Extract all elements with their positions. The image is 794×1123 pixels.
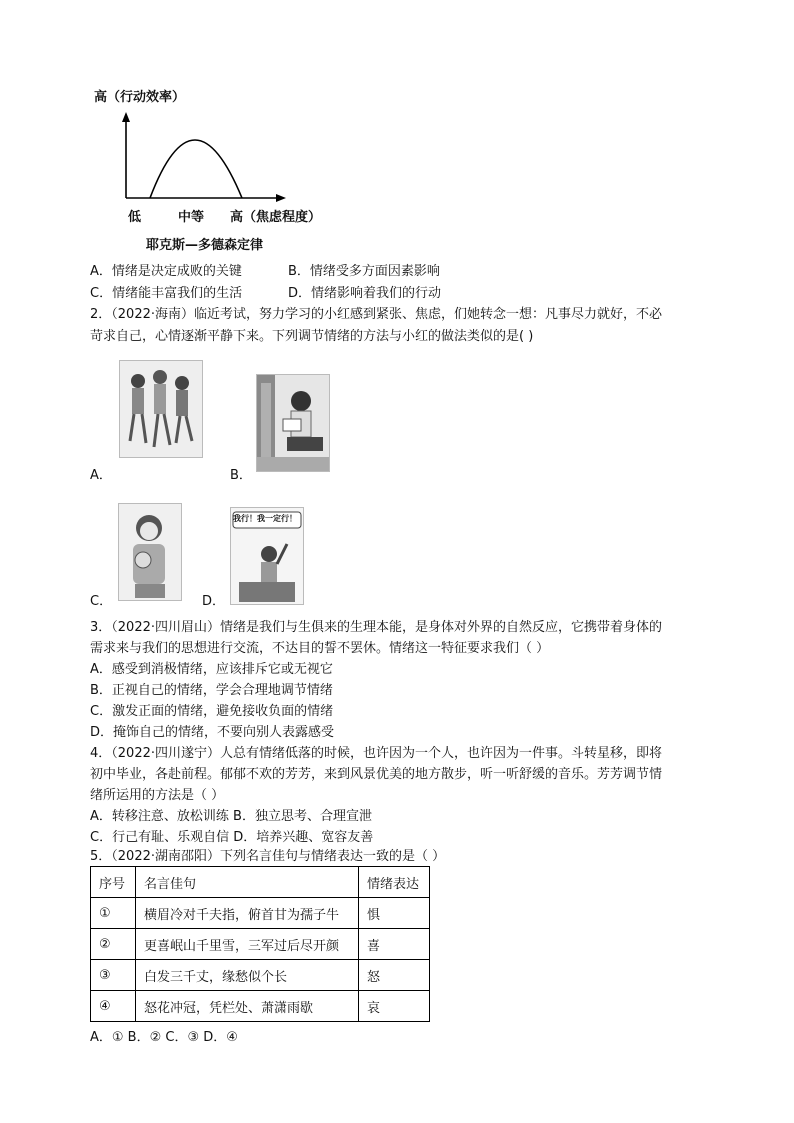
table-cell: 怒 xyxy=(359,960,430,991)
chart-x-tick-low: 低 xyxy=(128,210,142,225)
table-cell: ④ xyxy=(91,991,136,1022)
q1-option-d: D．情绪影响着我们的行动 xyxy=(288,286,442,301)
table-header-row xyxy=(91,867,430,898)
q4-stem-line1: 4．（2022·四川遂宁）人总有情绪低落的时候，也许因为一个人，也许因为一件事。斗转星移，即将 xyxy=(90,746,662,761)
q3-option-b: B．正视自己的情绪，学会合理地调节情绪 xyxy=(90,683,333,698)
table-header-cell: 情绪表达 xyxy=(359,867,430,898)
q5-options: A．① B．② C．③ D．④ xyxy=(90,1030,238,1045)
table-header-cell: 序号 xyxy=(91,867,136,898)
q1-option-b: B．情绪受多方面因素影响 xyxy=(288,264,440,279)
chart-x-tick-mid: 中等 xyxy=(178,210,205,225)
chart-x-tick-high: 高（焦虑程度） xyxy=(230,210,322,225)
q2-image-d-speech-bubble: 我行！我一定行！ xyxy=(233,514,297,523)
table-cell: 怒花冲冠，凭栏处、萧潇雨歇 xyxy=(136,991,359,1022)
table-header-cell: 名言佳句 xyxy=(136,867,359,898)
q4-stem-line2: 初中毕业，各赴前程。郁郁不欢的芳芳，来到风景优美的地方散步，听一听舒缓的音乐。芳芳调节情 xyxy=(90,767,663,782)
q4-stem-line3: 绪所运用的方法是（ ） xyxy=(90,788,225,803)
table-row xyxy=(91,991,430,1022)
q2-option-b-label: B． xyxy=(230,468,252,483)
table-row xyxy=(91,898,430,929)
table-cell: 哀 xyxy=(359,991,430,1022)
table-cell: 惧 xyxy=(359,898,430,929)
q5-quote-table xyxy=(90,866,430,1022)
q1-option-a: A．情绪是决定成败的关键 xyxy=(90,264,242,279)
q2-stem-line2: 苛求自己，心情逐渐平静下来。下列调节情绪的方法与小红的做法类似的是( ) xyxy=(90,329,534,344)
q2-image-b-girl-reading xyxy=(256,374,330,472)
chart-caption: 耶克斯—多德森定律 xyxy=(146,238,264,253)
q3-stem-line1: 3．（2022·四川眉山）情绪是我们与生俱来的生理本能，是身体对外界的自然反应，它携带着身体的 xyxy=(90,620,662,635)
yerkes-dodson-curve xyxy=(110,110,290,210)
q2-option-c-label: C． xyxy=(90,594,113,609)
table-row xyxy=(91,960,430,991)
q3-option-d: D．掩饰自己的情绪，不要向别人表露感受 xyxy=(90,725,335,740)
q3-option-c: C．激发正面的情绪，避免接收负面的情绪 xyxy=(90,704,334,719)
q3-option-a: A．感受到消极情绪，应该排斥它或无视它 xyxy=(90,662,333,677)
q1-option-c: C．情绪能丰富我们的生活 xyxy=(90,286,243,301)
q4-options-ab: A．转移注意、放松训练 B．独立思考、合理宣泄 xyxy=(90,809,372,824)
table-row xyxy=(91,929,430,960)
table-cell: ② xyxy=(91,929,136,960)
q2-option-a-label: A． xyxy=(90,468,112,483)
table-cell: 白发三千丈，缘愁似个长 xyxy=(136,960,359,991)
table-cell: ① xyxy=(91,898,136,929)
chart-y-axis-label: 高（行动效率） xyxy=(94,90,186,105)
q2-image-a-children-playing xyxy=(119,360,203,458)
table-cell: 喜 xyxy=(359,929,430,960)
table-cell: 更喜岷山千里雪，三军过后尽开颜 xyxy=(136,929,359,960)
q4-options-cd: C．行己有耻、乐观自信 D．培养兴趣、宽容友善 xyxy=(90,830,374,845)
table-cell: 横眉冷对千夫指，俯首甘为孺子牛 xyxy=(136,898,359,929)
q2-option-d-label: D． xyxy=(202,594,226,609)
q5-stem: 5．（2022·湖南邵阳）下列名言佳句与情绪表达一致的是（ ） xyxy=(90,849,446,864)
table-cell: ③ xyxy=(91,960,136,991)
q2-image-c-woman-with-baby xyxy=(118,503,182,601)
q3-stem-line2: 需求来与我们的思想进行交流，不达目的誓不罢休。情绪这一特征要求我们（ ） xyxy=(90,641,550,656)
q2-stem-line1: 2．（2022·海南）临近考试，努力学习的小红感到紧张、焦虑，们她转念一想：凡事尽力就好，不必 xyxy=(90,307,662,322)
